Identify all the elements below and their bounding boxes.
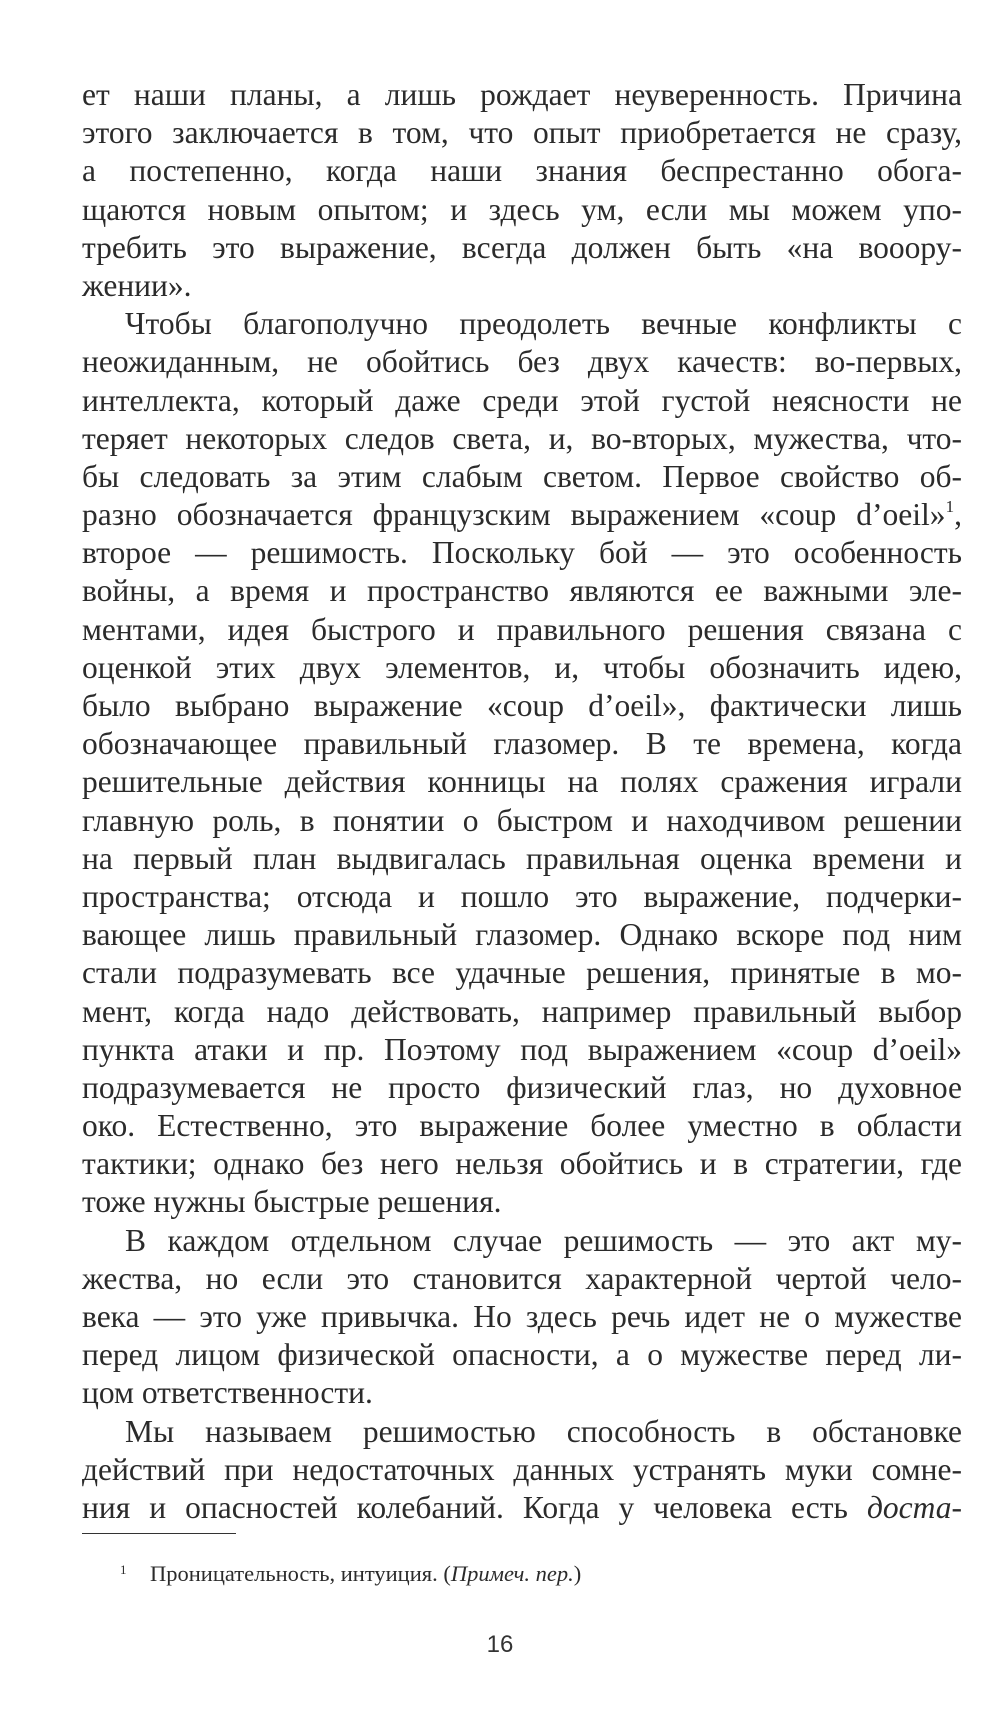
text-line-with-italic: [82, 1489, 962, 1527]
text-line: второе — решимость. Поскольку бой — это особенность: [82, 535, 962, 571]
text-line: было выбрано выражение «coup d’oeil», фактически лишь: [82, 688, 962, 723]
main-text: [82, 76, 962, 1527]
text-line: цом ответственности.: [82, 1375, 373, 1411]
text-line: око. Естественно, это выражение более уместно в области: [82, 1108, 962, 1144]
text-line: Мы называем решимостью способность в обстановке: [125, 1413, 962, 1449]
text-line: пункта атаки и пр. Поэтому под выражением «coup d’oeil»: [82, 1031, 962, 1067]
footnote-close: ): [573, 1561, 582, 1586]
text-line: теряет некоторых следов света, и, во-вторых, мужества, что-: [82, 420, 962, 456]
text-line: обозначающее правильный глазомер. В те времена, когда: [82, 726, 962, 762]
text-line: бы следовать за этим слабым светом. Первое свойство об-: [82, 458, 962, 494]
text-line: подразумевается не просто физический глаз, но духовное: [82, 1069, 962, 1105]
text-line: на первый план выдвигалась правильная оценка времени и: [82, 840, 962, 876]
footnote-mark: 1: [120, 1562, 127, 1577]
text-line: этого заключается в том, что опыт приобретается не сразу,: [82, 115, 962, 151]
text-line: мент, когда надо действовать, например правильный выбор: [82, 993, 962, 1029]
text-line: действий при недостаточных данных устранять муки сомне-: [82, 1451, 962, 1487]
text-line: тактики; однако без него нельзя обойтись и в стратегии, где: [82, 1146, 962, 1182]
text-line: жении».: [82, 267, 192, 303]
text-line: Чтобы благополучно преодолеть вечные конфликты с: [125, 306, 962, 342]
text-line: войны, а время и пространство являются ее важными эле-: [82, 573, 962, 609]
text-line: века — это уже привычка. Но здесь речь идет не о мужестве: [82, 1299, 962, 1334]
text-line-with-footnote-ref: [82, 496, 962, 534]
text-line: требить это выражение, всегда должен быть «на вооору-: [82, 229, 962, 265]
text-line: решительные действия конницы на полях сражения играли: [82, 764, 962, 800]
text-line: щаются новым опытом; и здесь ум, если мы можем упо-: [82, 191, 962, 227]
text-line: пространства; отсюда и пошло это выражение, подчерки-: [82, 878, 962, 914]
text-line: вающее лишь правильный глазомер. Однако вскоре под ним: [82, 917, 962, 953]
text-line: жества, но если это становится характерной чертой чело-: [82, 1260, 962, 1296]
footnote-note: Примеч. пер.: [450, 1561, 574, 1586]
text-line: неожиданным, не обойтись без двух качеств: во-первых,: [82, 344, 962, 380]
footnote-ref-mark: 1: [945, 497, 955, 517]
text-line: оценкой этих двух элементов, и, чтобы обозначить идею,: [82, 649, 962, 685]
italic-word: доста-: [866, 1489, 962, 1525]
footnote-text-part: Проницательность, интуиция. (: [150, 1561, 451, 1586]
text-line: В каждом отдельном случае решимость — это акт му-: [125, 1222, 962, 1258]
text-line: интеллекта, который даже среди этой густой неясности не: [82, 382, 962, 418]
text-line: стали подразумевать все удачные решения, принятые в мо-: [82, 955, 962, 991]
text-line-part: разно обозначается французским выражением «coup d’oeil»: [82, 497, 946, 533]
text-line: ет наши планы, а лишь рождает неуверенность. Причина: [82, 77, 962, 112]
text-line: ментами, идея быстрого и правильного решения связана с: [82, 611, 962, 647]
footnote: [120, 1560, 581, 1588]
text-line: а постепенно, когда наши знания беспрестанно обога-: [82, 153, 962, 189]
text-line: тоже нужны быстрые решения.: [82, 1184, 502, 1220]
text-line: перед лицом физической опасности, а о мужестве перед ли-: [82, 1337, 962, 1373]
text-line-part: ния и опасностей колебаний. Когда у человека есть: [82, 1489, 867, 1525]
page-number: 16: [486, 1631, 514, 1658]
text-line: главную роль, в понятии о быстром и находчивом решении: [82, 802, 962, 838]
footnote-text: [150, 1560, 581, 1588]
footnote-ref-suffix: ,: [954, 497, 962, 533]
footnote-divider: [82, 1533, 236, 1534]
